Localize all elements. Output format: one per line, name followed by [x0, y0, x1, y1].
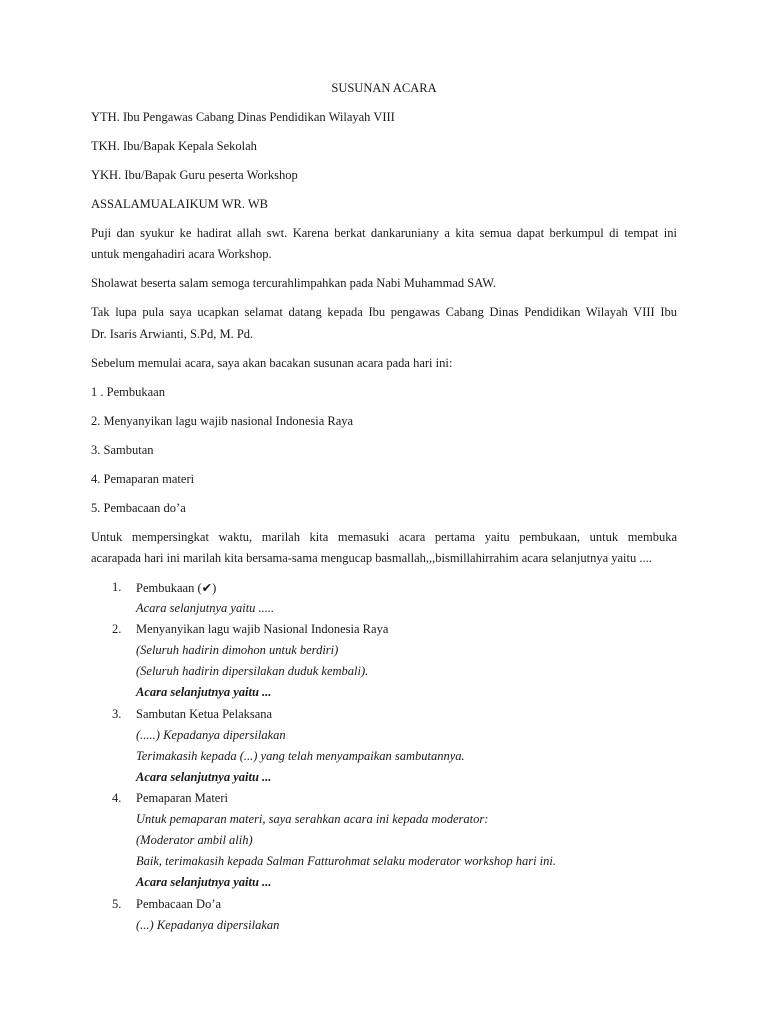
- rundown-note: Acara selanjutnya yaitu .....: [136, 601, 275, 615]
- rundown-next: Acara selanjutnya yaitu ...: [136, 770, 272, 784]
- page-title: SUSUNAN ACARA: [331, 81, 437, 95]
- rundown-note: Baik, terimakasih kepada Salman Fatturohmat selaku moderator workshop hari ini.: [136, 854, 556, 868]
- rundown-number: 4.: [112, 791, 122, 805]
- rundown-note: (Seluruh hadirin dipersilakan duduk kembali).: [136, 664, 369, 678]
- paragraph-line: Dr. Isaris Arwianti, S.Pd, M. Pd.: [91, 327, 254, 341]
- rundown-note: (...) Kepadanya dipersilakan: [136, 918, 280, 932]
- paragraph-line: Puji dan syukur ke hadirat allah swt. Karena berkat dankaruniany a kita semua dapat berkumpul di tempat ini: [91, 226, 677, 240]
- rundown-title: Pembukaan (✔): [136, 581, 217, 595]
- rundown-number: 3.: [112, 707, 122, 721]
- rundown-note: Untuk pemaparan materi, saya serahkan acara ini kepada moderator:: [136, 812, 489, 826]
- paragraph-line: acarapada hari ini marilah kita bersama-sama mengucap basmallah,,,bismillahirrahim acara selanjutnya yaitu ....: [91, 551, 652, 565]
- salam-line: ASSALAMUALAIKUM WR. WB: [91, 197, 268, 211]
- agenda-item: 1 . Pembukaan: [91, 385, 165, 399]
- greeting-line: YTH. Ibu Pengawas Cabang Dinas Pendidikan Wilayah VIII: [91, 110, 395, 124]
- rundown-note: (Moderator ambil alih): [136, 833, 253, 847]
- rundown-number: 2.: [112, 622, 122, 636]
- rundown-next: Acara selanjutnya yaitu ...: [136, 875, 272, 889]
- agenda-item: 4. Pemaparan materi: [91, 472, 195, 486]
- rundown-title: Sambutan Ketua Pelaksana: [136, 707, 273, 721]
- agenda-item: 5. Pembacaan do’a: [91, 501, 186, 515]
- rundown-title: Menyanyikan lagu wajib Nasional Indonesia Raya: [136, 622, 389, 636]
- agenda-item: 2. Menyanyikan lagu wajib nasional Indonesia Raya: [91, 414, 354, 428]
- rundown-note: (Seluruh hadirin dimohon untuk berdiri): [136, 643, 339, 657]
- agenda-item: 3. Sambutan: [91, 443, 154, 457]
- paragraph-line: Sebelum memulai acara, saya akan bacakan susunan acara pada hari ini:: [91, 356, 453, 370]
- rundown-number: 5.: [112, 897, 122, 911]
- greeting-line: TKH. Ibu/Bapak Kepala Sekolah: [91, 139, 257, 153]
- paragraph-line: untuk mengahadiri acara Workshop.: [91, 247, 272, 261]
- rundown-note: (.....) Kepadanya dipersilakan: [136, 728, 286, 742]
- rundown-next: Acara selanjutnya yaitu ...: [136, 685, 272, 699]
- rundown-title: Pembacaan Do’a: [136, 897, 222, 911]
- paragraph-line: Sholawat beserta salam semoga tercurahlimpahkan pada Nabi Muhammad SAW.: [91, 276, 497, 290]
- paragraph-line: Tak lupa pula saya ucapkan selamat datang kepada Ibu pengawas Cabang Dinas Pendidikan Wilayah VIII Ibu: [91, 305, 677, 319]
- paragraph-line: Untuk mempersingkat waktu, marilah kita memasuki acara pertama yaitu pembukaan, untuk membuka: [91, 530, 677, 544]
- greeting-line: YKH. Ibu/Bapak Guru peserta Workshop: [91, 168, 298, 182]
- rundown-title: Pemaparan Materi: [136, 791, 228, 805]
- rundown-note: Terimakasih kepada (...) yang telah menyampaikan sambutannya.: [136, 749, 465, 763]
- rundown-number: 1.: [112, 580, 122, 594]
